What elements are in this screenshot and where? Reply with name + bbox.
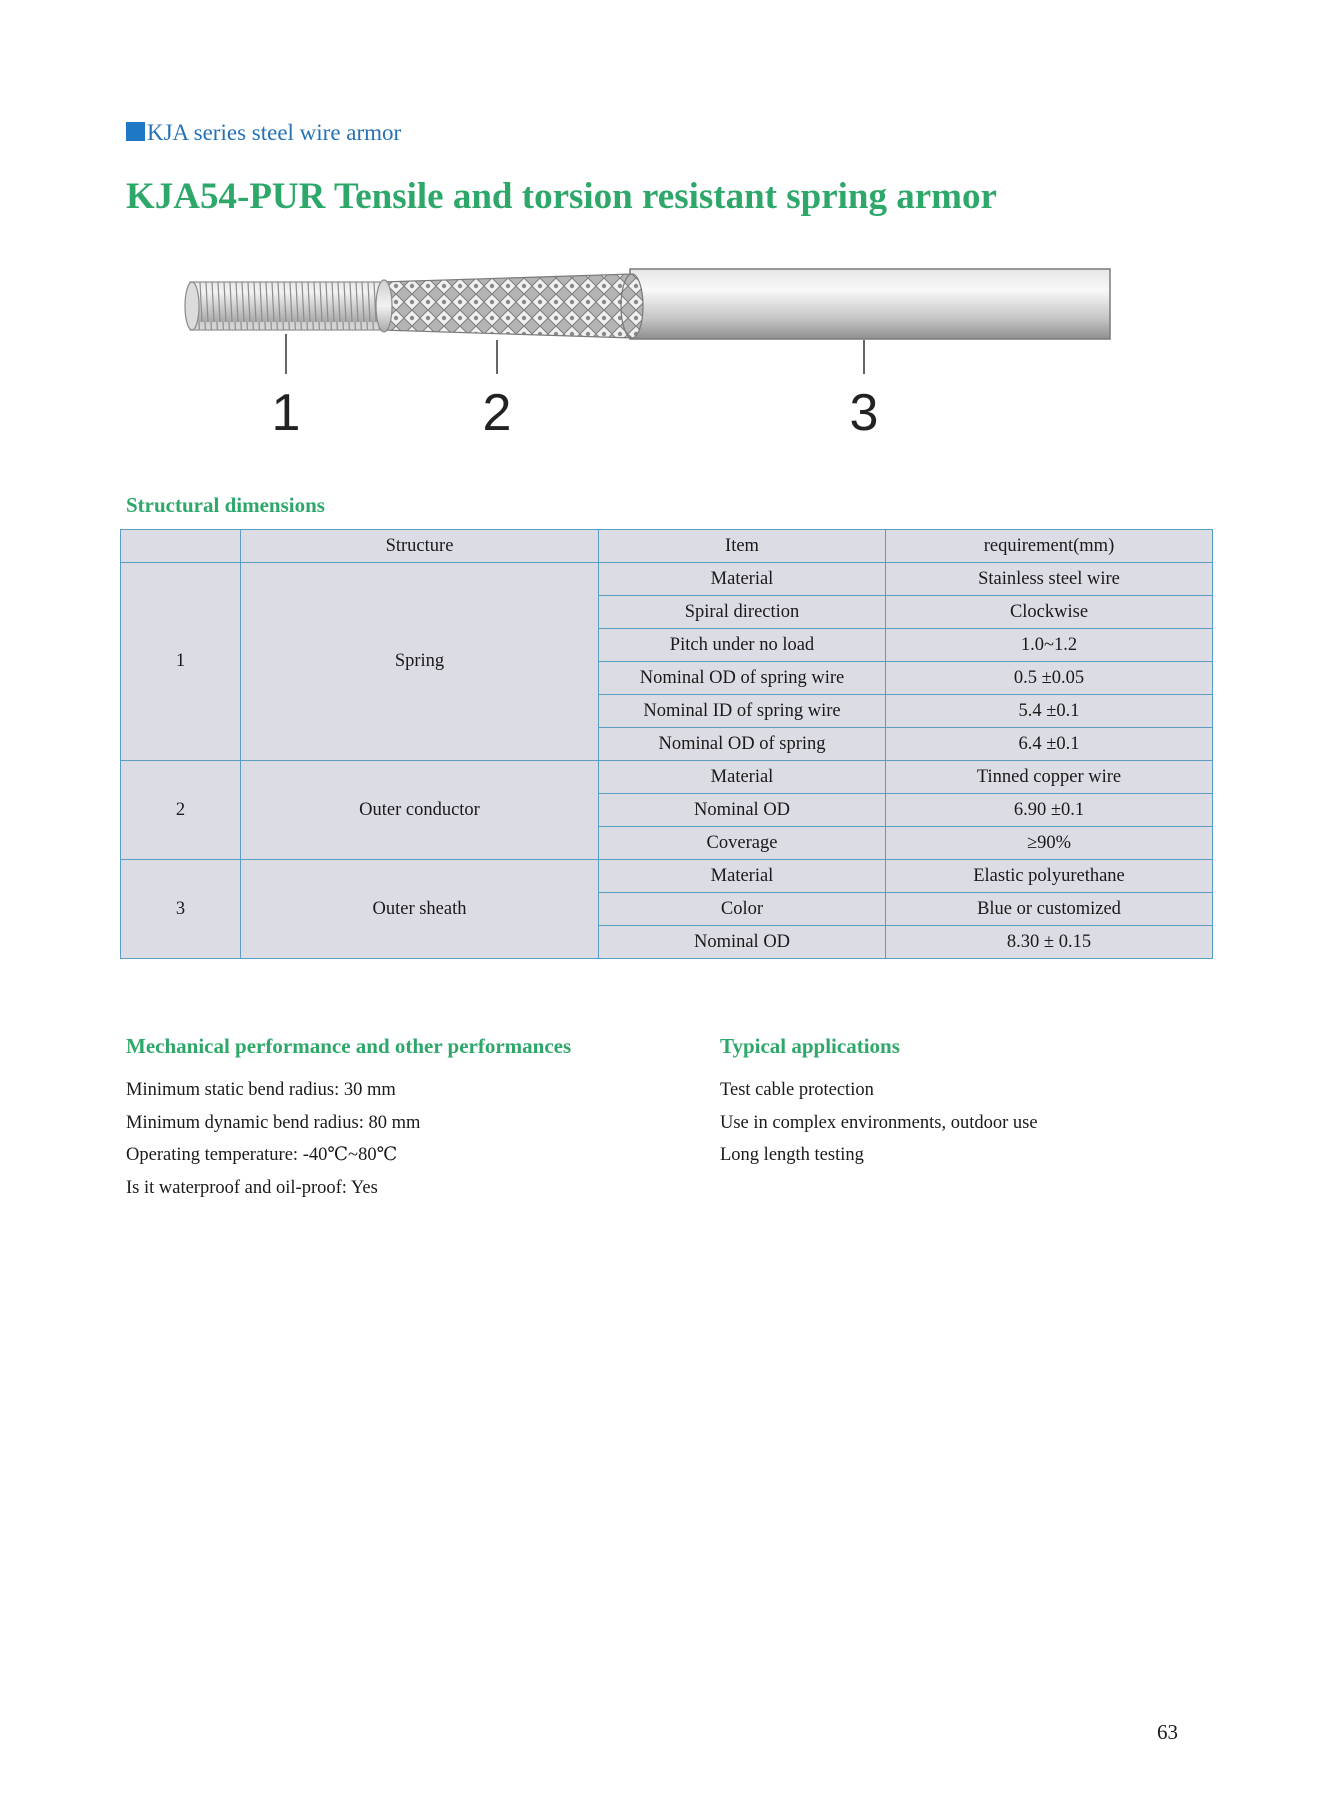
structure-number: 2 [121,761,241,860]
structure-name: Outer sheath [241,860,599,959]
list-item: Test cable protection [720,1080,874,1100]
series-label: KJA series steel wire armor [147,120,402,145]
structural-table [120,529,1213,959]
applications-heading: Typical applications [720,1034,900,1058]
outer-sheath-shape [630,269,1110,339]
table-row [121,761,1213,794]
requirement-cell: ≥90% [886,827,1213,860]
header-cell [121,530,241,563]
cable-illustration [180,262,1140,462]
list-item: Minimum dynamic bend radius: 80 mm [126,1112,421,1133]
item-cell: Nominal OD of spring [599,728,886,761]
item-cell: Coverage [599,827,886,860]
page-title: KJA54-PUR Tensile and torsion resistant spring armor [126,176,997,217]
table-row [121,563,1213,596]
requirement-cell: 1.0~1.2 [886,629,1213,662]
requirement-cell: Elastic polyurethane [886,860,1213,893]
structural-heading: Structural dimensions [126,493,325,517]
table-header-row [121,530,1213,563]
requirement-cell: 5.4 ±0.1 [886,695,1213,728]
item-cell: Nominal OD of spring wire [599,662,886,695]
structure-number: 1 [121,563,241,761]
mechanical-list [126,1074,420,1204]
item-cell: Nominal OD [599,926,886,959]
item-cell: Material [599,860,886,893]
series-heading [126,120,401,146]
requirement-cell: Blue or customized [886,893,1213,926]
list-item: Is it waterproof and oil-proof: Yes [126,1177,378,1198]
requirement-cell: 8.30 ± 0.15 [886,926,1213,959]
item-cell: Color [599,893,886,926]
mechanical-heading: Mechanical performance and other performances [126,1034,572,1058]
list-item: Operating temperature: -40℃~80℃ [126,1145,398,1165]
item-cell: Material [599,761,886,794]
item-cell: Nominal ID of spring wire [599,695,886,728]
requirement-cell: Stainless steel wire [886,563,1213,596]
requirement-cell: 6.4 ±0.1 [886,728,1213,761]
list-item: Long length testing [720,1145,864,1165]
square-bullet-icon [126,122,145,141]
header-cell: requirement(mm) [886,530,1213,563]
item-cell: Nominal OD [599,794,886,827]
requirement-cell: Tinned copper wire [886,761,1213,794]
table-row [121,860,1213,893]
figure-label-3: 3 [849,384,879,442]
header-cell: Structure [241,530,599,563]
structure-name: Outer conductor [241,761,599,860]
requirement-cell: 6.90 ±0.1 [886,794,1213,827]
figure-label-1: 1 [271,384,301,442]
requirement-cell: Clockwise [886,596,1213,629]
list-item: Use in complex environments, outdoor use [720,1112,1038,1133]
spring-shape [190,282,386,330]
item-cell: Pitch under no load [599,629,886,662]
outer-conductor-shape [382,274,632,338]
applications-list [720,1074,1038,1172]
header-cell: Item [599,530,886,563]
item-cell: Spiral direction [599,596,886,629]
figure-label-2: 2 [482,384,512,442]
list-item: Minimum static bend radius: 30 mm [126,1080,396,1100]
item-cell: Material [599,563,886,596]
page-number: 63 [1157,1720,1178,1744]
structure-name: Spring [241,563,599,761]
requirement-cell: 0.5 ±0.05 [886,662,1213,695]
structure-number: 3 [121,860,241,959]
